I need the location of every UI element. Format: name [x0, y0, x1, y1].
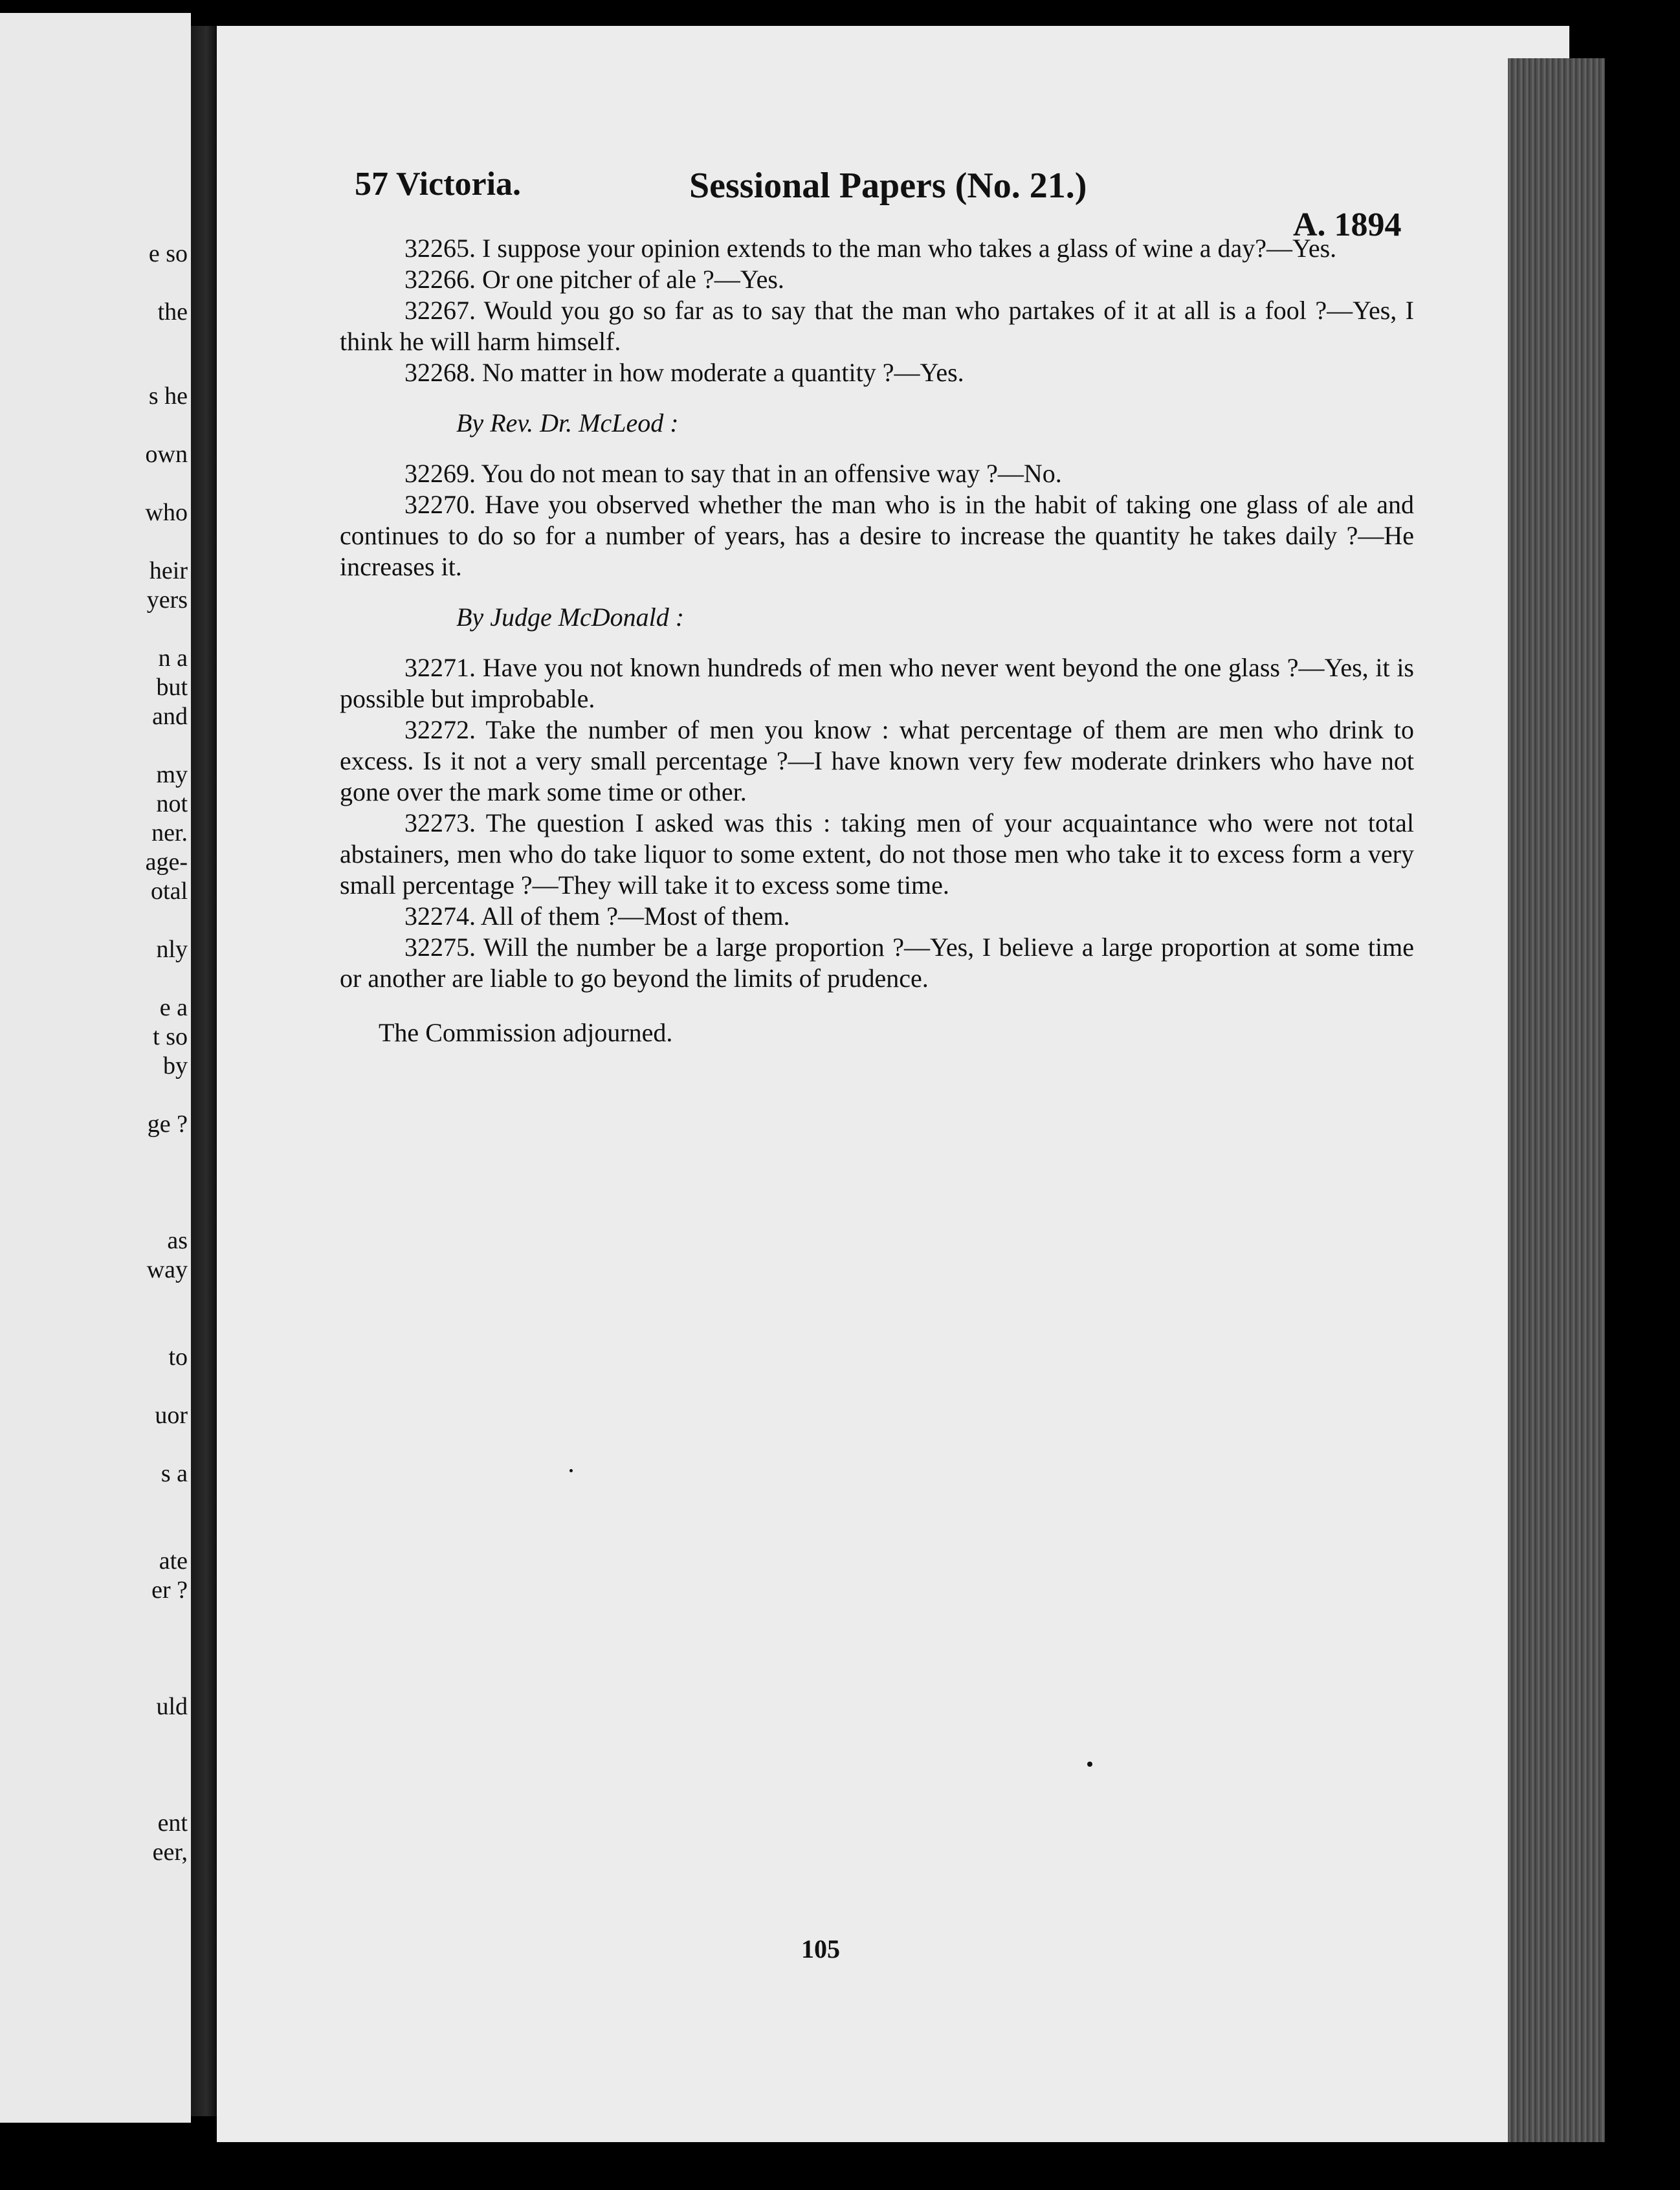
page-number: 105	[801, 1934, 840, 1963]
facing-page-fragment: but	[156, 674, 188, 701]
facing-page-fragment: nly	[156, 936, 188, 963]
facing-page	[0, 13, 191, 2123]
facing-page-fragment: ate	[159, 1547, 188, 1575]
page-edges	[1508, 58, 1605, 2142]
page-edges-shadow	[1605, 52, 1680, 2190]
facing-page-fragment: eer,	[152, 1839, 188, 1866]
question-paragraph: 32270. Have you observed whether the man who is in the habit of taking one glass of ale and continues to do so for a number of years, has a desire to increase the quantity he takes daily ?—He increases it.	[340, 490, 1414, 581]
facing-page-fragment: not	[156, 790, 188, 817]
facing-page-fragment: e so	[148, 240, 188, 267]
facing-page-fragment: and	[152, 703, 188, 730]
question-paragraph: 32272. Take the number of men you know : what percentage of them are men who drink to excess. Is it not a very small percentage ?—I have known very few moderate drinkers who have not gone over the mark some time or other.	[340, 715, 1414, 806]
facing-page-fragment: uld	[156, 1693, 188, 1720]
facing-page-fragment: s he	[148, 382, 188, 410]
page-body	[340, 233, 1414, 1048]
header-left-regnal-year: 57 Victoria.	[355, 166, 522, 203]
facing-page-fragment: own	[145, 441, 188, 468]
facing-page-fragment: ge ?	[147, 1111, 188, 1138]
adjournment-note: The Commission adjourned.	[379, 1018, 673, 1047]
facing-page-fragment: s a	[160, 1460, 188, 1487]
facing-page-fragment: my	[156, 761, 188, 788]
question-paragraph: 32267. Would you go so far as to say that the man who partakes of it at all is a fool ?—Yes, I think he will harm himself.	[340, 296, 1414, 356]
examiner-heading: By Rev. Dr. McLeod :	[456, 408, 679, 437]
facing-page-fragment: n a	[158, 645, 188, 672]
question-paragraph: 32274. All of them ?—Most of them.	[404, 901, 790, 931]
header-center-title: Sessional Papers (No. 21.)	[689, 166, 1087, 206]
facing-page-fragment: er ?	[151, 1576, 188, 1604]
question-paragraph: 32273. The question I asked was this : taking men of your acquaintance who were not total abstainers, men who do take liquor to some extent, do not those men who take it to excess form a very small percentage ?—They will take it to excess some time.	[340, 808, 1414, 900]
question-paragraph: 32265. I suppose your opinion extends to the man who takes a glass of wine a day?—Yes.	[404, 234, 1337, 263]
facing-page-fragment: who	[145, 499, 188, 526]
question-paragraph: 32268. No matter in how moderate a quantity ?—Yes.	[404, 358, 964, 387]
facing-page-fragment: uor	[155, 1402, 188, 1429]
ink-speck	[1087, 1762, 1092, 1767]
book-gutter	[191, 26, 217, 2116]
facing-page-fragment: as	[167, 1227, 188, 1254]
facing-page-fragment: ner.	[151, 819, 188, 846]
facing-page-fragment: yers	[146, 586, 188, 614]
facing-page-fragment: ent	[157, 1809, 188, 1837]
facing-page-text-fragments	[0, 13, 191, 2123]
ink-speck	[569, 1469, 573, 1472]
facing-page-fragment: by	[163, 1052, 188, 1079]
facing-page-fragment: to	[168, 1344, 188, 1371]
facing-page-fragment: heir	[149, 557, 188, 584]
facing-page-fragment: way	[146, 1256, 188, 1283]
facing-page-fragment: t so	[153, 1023, 188, 1050]
question-paragraph: 32266. Or one pitcher of ale ?—Yes.	[404, 265, 784, 294]
header-right-year: A. 1894	[1293, 206, 1402, 243]
examiner-heading: By Judge McDonald :	[456, 603, 685, 632]
question-paragraph: 32269. You do not mean to say that in an offensive way ?—No.	[404, 459, 1062, 488]
question-paragraph: 32275. Will the number be a large proportion ?—Yes, I believe a large proportion at some time or another are liable to go beyond the limits of prudence.	[340, 933, 1414, 993]
facing-page-fragment: e a	[159, 994, 188, 1021]
facing-page-fragment: the	[157, 298, 188, 326]
question-paragraph: 32271. Have you not known hundreds of men who never went beyond the one glass ?—Yes, it is possible but improbable.	[340, 653, 1414, 713]
facing-page-fragment: age-	[145, 848, 188, 876]
facing-page-fragment: otal	[151, 878, 188, 905]
